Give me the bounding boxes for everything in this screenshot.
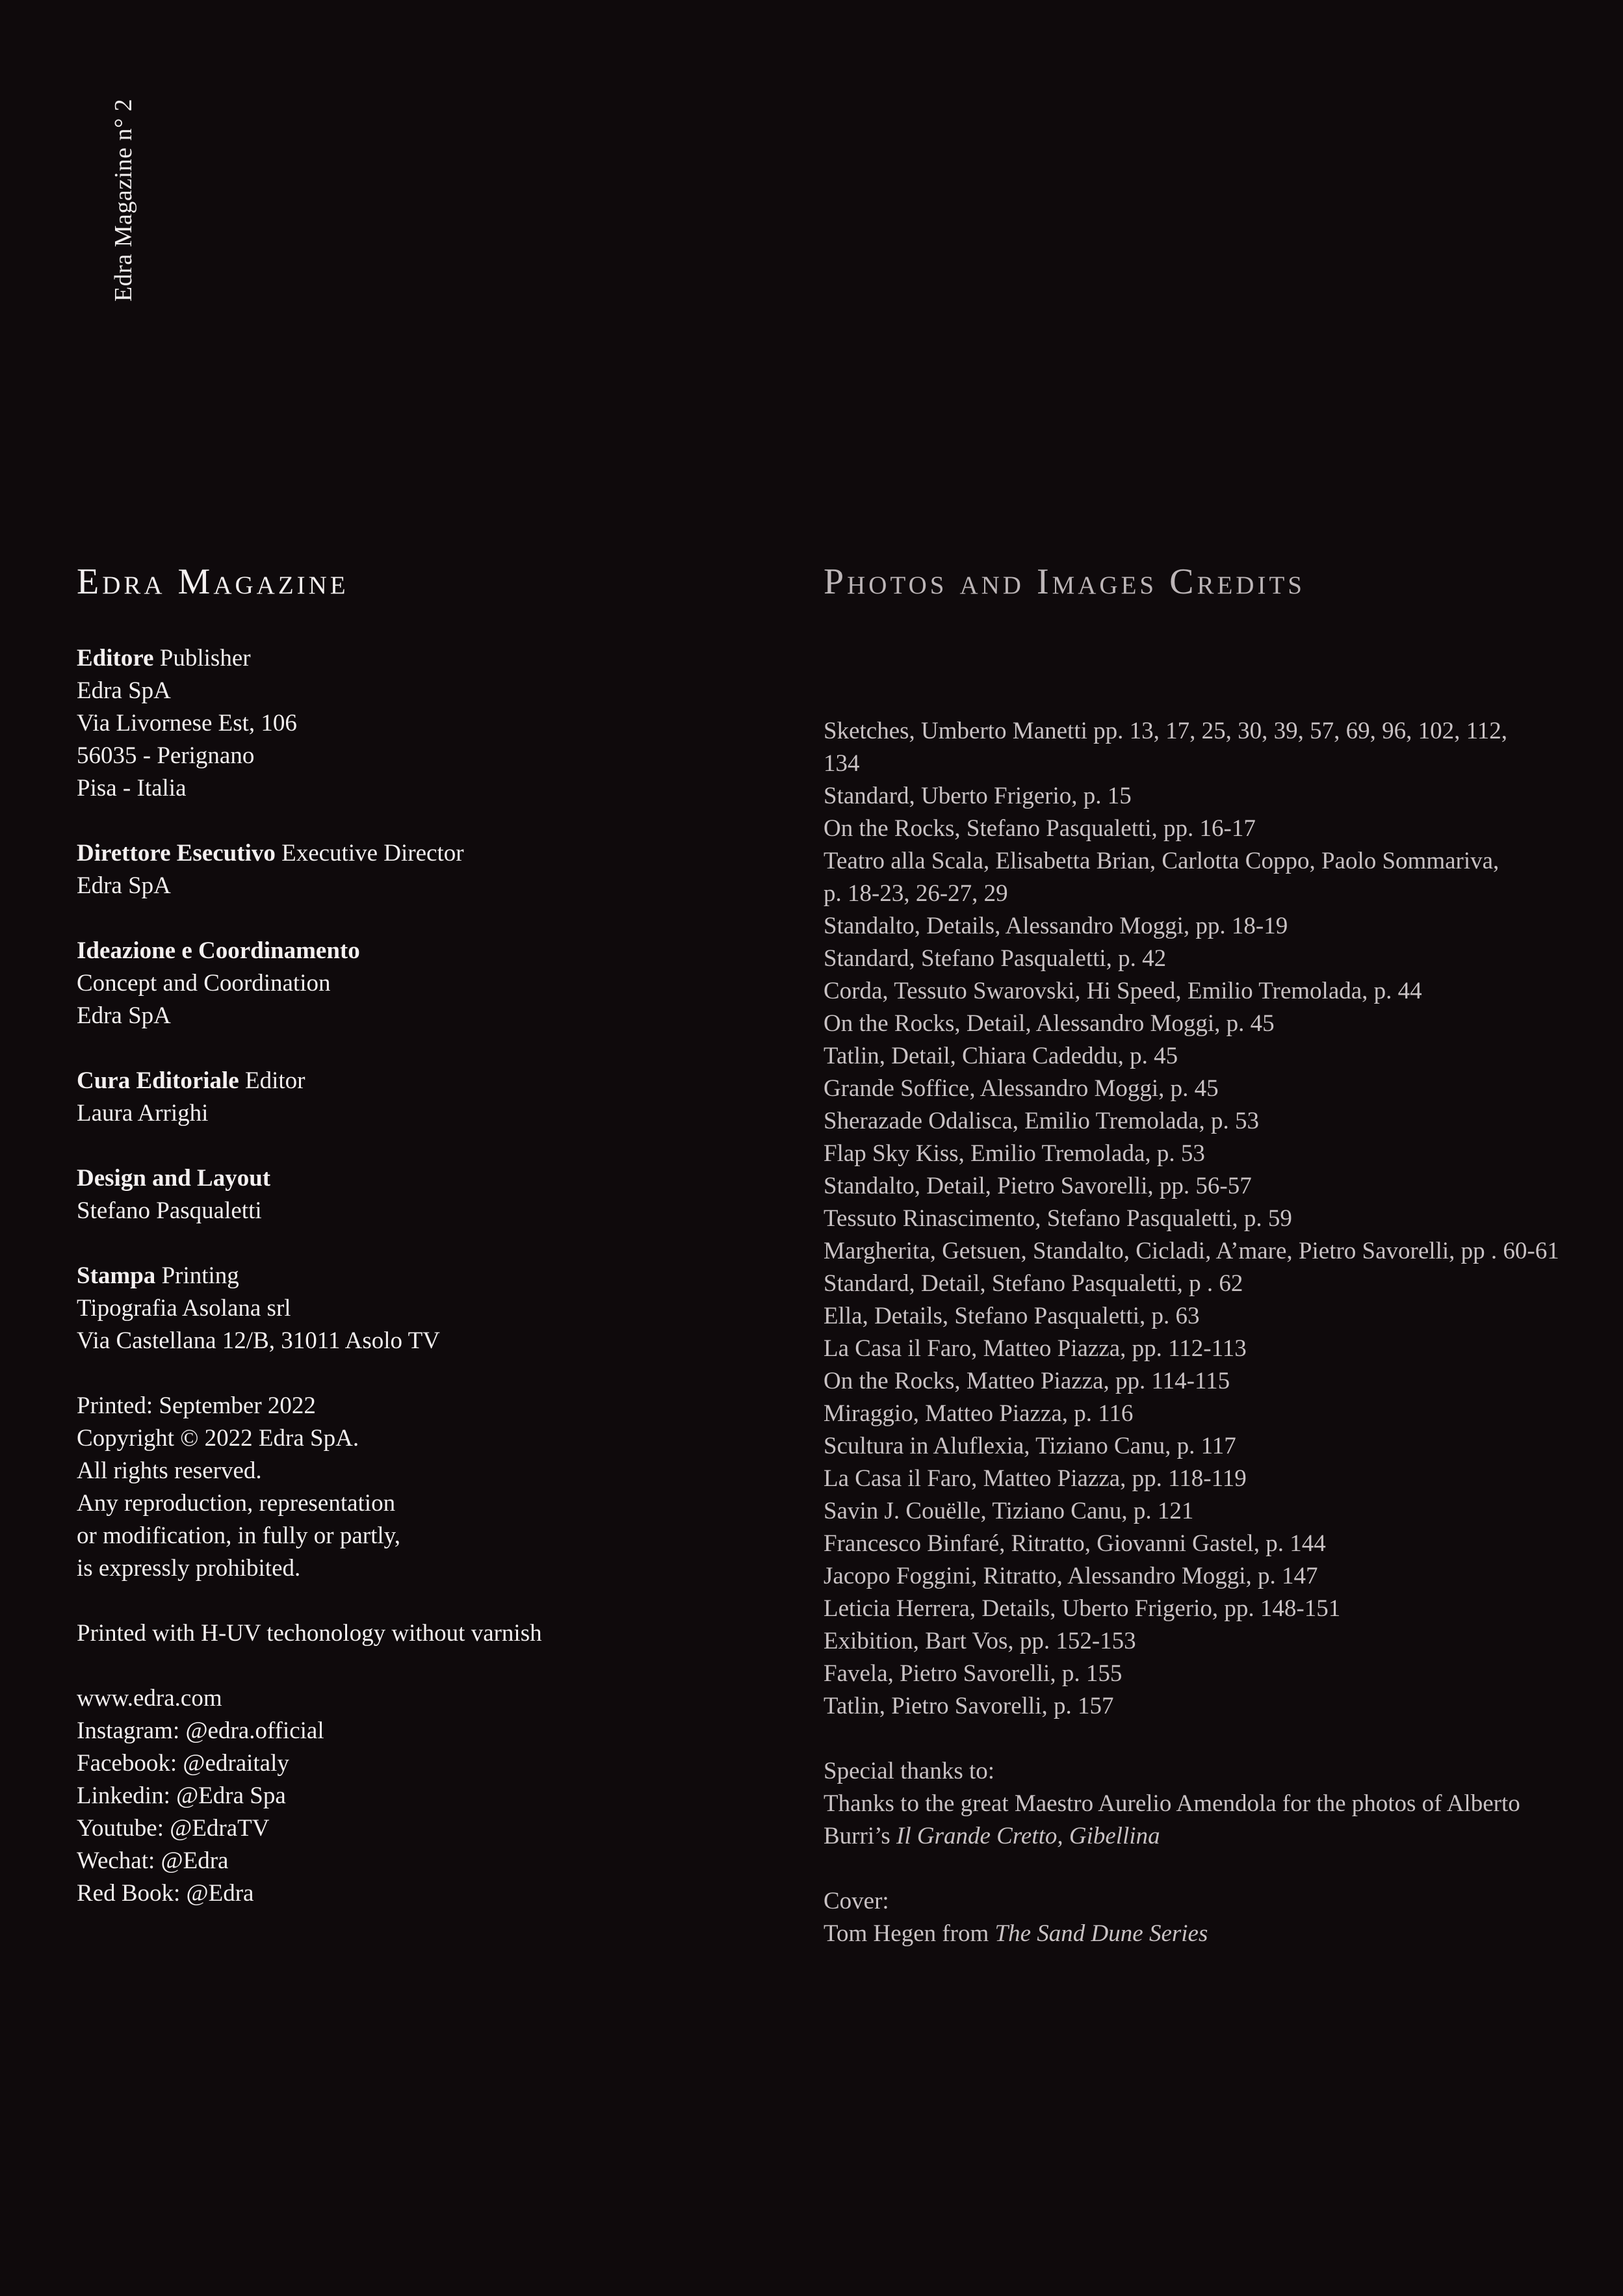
editor-label-en: Editor (239, 1067, 305, 1094)
concept-line: Concept and Coordination (77, 970, 331, 997)
printing-label-it: Stampa (77, 1262, 156, 1289)
design-line: Stefano Pasqualetti (77, 1197, 262, 1224)
credits-list (824, 715, 1604, 1723)
design-block (77, 1162, 727, 1227)
concept-line: Edra SpA (77, 1002, 171, 1029)
credit-line: Standalto, Details, Alessandro Moggi, pp. 18-19 (824, 913, 1288, 939)
legal-line: Printed: September 2022 (77, 1392, 316, 1419)
publisher-block (77, 642, 727, 805)
publisher-line: Edra SpA (77, 677, 171, 704)
credits-column (824, 559, 1604, 1983)
legal-line: Copyright © 2022 Edra SpA. (77, 1425, 359, 1452)
publisher-label-it: Editore (77, 645, 154, 672)
publisher-line: Via Livornese Est, 106 (77, 710, 297, 737)
credit-line: Standalto, Detail, Pietro Savorelli, pp. 56-57 (824, 1173, 1252, 1199)
credit-line: Favela, Pietro Savorelli, p. 155 (824, 1660, 1123, 1687)
special-thanks-block (824, 1755, 1604, 1853)
credit-line: On the Rocks, Stefano Pasqualetti, pp. 16-17 (824, 815, 1256, 842)
credit-line: Savin J. Couëlle, Tiziano Canu, p. 121 (824, 1498, 1194, 1524)
credit-line: Exibition, Bart Vos, pp. 152-153 (824, 1628, 1136, 1654)
legal-block (77, 1390, 727, 1585)
credit-line: Sketches, Umberto Manetti pp. 13, 17, 25, 30, 39, 57, 69, 96, 102, 112, (824, 718, 1508, 744)
cover-label: Cover: (824, 1888, 889, 1914)
credit-line: Sherazade Odalisca, Emilio Tremolada, p. 53 (824, 1108, 1259, 1134)
credit-line: Jacopo Foggini, Ritratto, Alessandro Moggi, p. 147 (824, 1563, 1318, 1589)
legal-line: is expressly prohibited. (77, 1555, 301, 1582)
credit-line: Miraggio, Matteo Piazza, p. 116 (824, 1400, 1134, 1427)
executive-director-line: Edra SpA (77, 872, 171, 899)
credit-line: 134 (824, 750, 860, 777)
credit-line: Scultura in Aluflexia, Tiziano Canu, p. 117 (824, 1433, 1236, 1459)
artwork-title: Il Grande Cretto, Gibellina (896, 1823, 1160, 1849)
executive-director-block (77, 837, 727, 902)
special-thanks-prefix: Burri’s (824, 1823, 897, 1849)
credit-line: Tatlin, Detail, Chiara Cadeddu, p. 45 (824, 1043, 1178, 1069)
concept-label-it: Ideazione e Coordinamento (77, 937, 360, 964)
editor-block (77, 1065, 727, 1130)
credit-line: Francesco Binfaré, Ritratto, Giovanni Gastel, p. 144 (824, 1530, 1326, 1557)
cover-credit-block (824, 1885, 1604, 1950)
executive-director-label-en: Executive Director (275, 840, 464, 867)
print-note-block (77, 1617, 727, 1650)
cover-credit-prefix: Tom Hegen from (824, 1920, 995, 1947)
credits-heading: Photos and Images Credits (824, 562, 1305, 602)
special-thanks-label: Special thanks to: (824, 1758, 995, 1784)
cover-series-title: The Sand Dune Series (994, 1920, 1208, 1947)
credit-line: p. 18-23, 26-27, 29 (824, 880, 1008, 907)
credit-line: Standard, Uberto Frigerio, p. 15 (824, 783, 1132, 809)
credit-line: La Casa il Faro, Matteo Piazza, pp. 118-119 (824, 1465, 1247, 1492)
credit-line: Leticia Herrera, Details, Uberto Frigerio, pp. 148-151 (824, 1595, 1341, 1622)
print-note: Printed with H-UV techonology without varnish (77, 1620, 542, 1647)
website-link[interactable]: www.edra.com (77, 1685, 222, 1712)
printing-line: Tipografia Asolana srl (77, 1295, 291, 1322)
printing-label-en: Printing (155, 1262, 239, 1289)
colophon-column (77, 559, 727, 1942)
special-thanks-line: Thanks to the great Maestro Aurelio Amendola for the photos of Alberto (824, 1790, 1520, 1817)
credit-line: Tessuto Rinascimento, Stefano Pasqualetti, p. 59 (824, 1205, 1292, 1232)
publisher-line: Pisa - Italia (77, 775, 187, 802)
publisher-label-en: Publisher (153, 645, 251, 672)
credit-line: Standard, Detail, Stefano Pasqualetti, p . 62 (824, 1270, 1243, 1297)
credit-line: On the Rocks, Detail, Alessandro Moggi, p. 45 (824, 1010, 1275, 1037)
printing-block (77, 1260, 727, 1357)
editor-line: Laura Arrighi (77, 1100, 209, 1127)
credit-line: La Casa il Faro, Matteo Piazza, pp. 112-113 (824, 1335, 1247, 1362)
contacts-block (77, 1682, 727, 1910)
credit-line: On the Rocks, Matteo Piazza, pp. 114-115 (824, 1368, 1230, 1394)
credit-line: Standard, Stefano Pasqualetti, p. 42 (824, 945, 1167, 972)
credit-line: Margherita, Getsuen, Standalto, Cicladi, A’mare, Pietro Savorelli, pp . 60-61 (824, 1238, 1559, 1264)
wechat-handle: Wechat: @Edra (77, 1847, 229, 1874)
credit-line: Grande Soffice, Alessandro Moggi, p. 45 (824, 1075, 1219, 1102)
credit-line: Flap Sky Kiss, Emilio Tremolada, p. 53 (824, 1140, 1205, 1167)
magazine-issue-vertical-title: Edra Magazine n° 2 (110, 98, 137, 302)
publisher-line: 56035 - Perignano (77, 742, 255, 769)
facebook-handle: Facebook: @edraitaly (77, 1750, 289, 1777)
credit-line: Corda, Tessuto Swarovski, Hi Speed, Emilio Tremolada, p. 44 (824, 978, 1422, 1004)
linkedin-handle: Linkedin: @Edra Spa (77, 1782, 286, 1809)
credit-line: Teatro alla Scala, Elisabetta Brian, Carlotta Coppo, Paolo Sommariva, (824, 848, 1500, 874)
credit-line: Ella, Details, Stefano Pasqualetti, p. 63 (824, 1303, 1200, 1329)
redbook-handle: Red Book: @Edra (77, 1880, 254, 1907)
colophon-heading: Edra Magazine (77, 562, 349, 602)
editor-label-it: Cura Editoriale (77, 1067, 239, 1094)
legal-line: All rights reserved. (77, 1457, 262, 1484)
legal-line: or modification, in fully or partly, (77, 1522, 401, 1549)
youtube-handle: Youtube: @EdraTV (77, 1815, 270, 1842)
printing-line: Via Castellana 12/B, 31011 Asolo TV (77, 1327, 440, 1354)
legal-line: Any reproduction, representation (77, 1490, 396, 1517)
design-label: Design and Layout (77, 1165, 271, 1192)
executive-director-label-it: Direttore Esecutivo (77, 840, 276, 867)
credit-line: Tatlin, Pietro Savorelli, p. 157 (824, 1693, 1114, 1719)
concept-block (77, 935, 727, 1032)
instagram-handle: Instagram: @edra.official (77, 1717, 324, 1744)
